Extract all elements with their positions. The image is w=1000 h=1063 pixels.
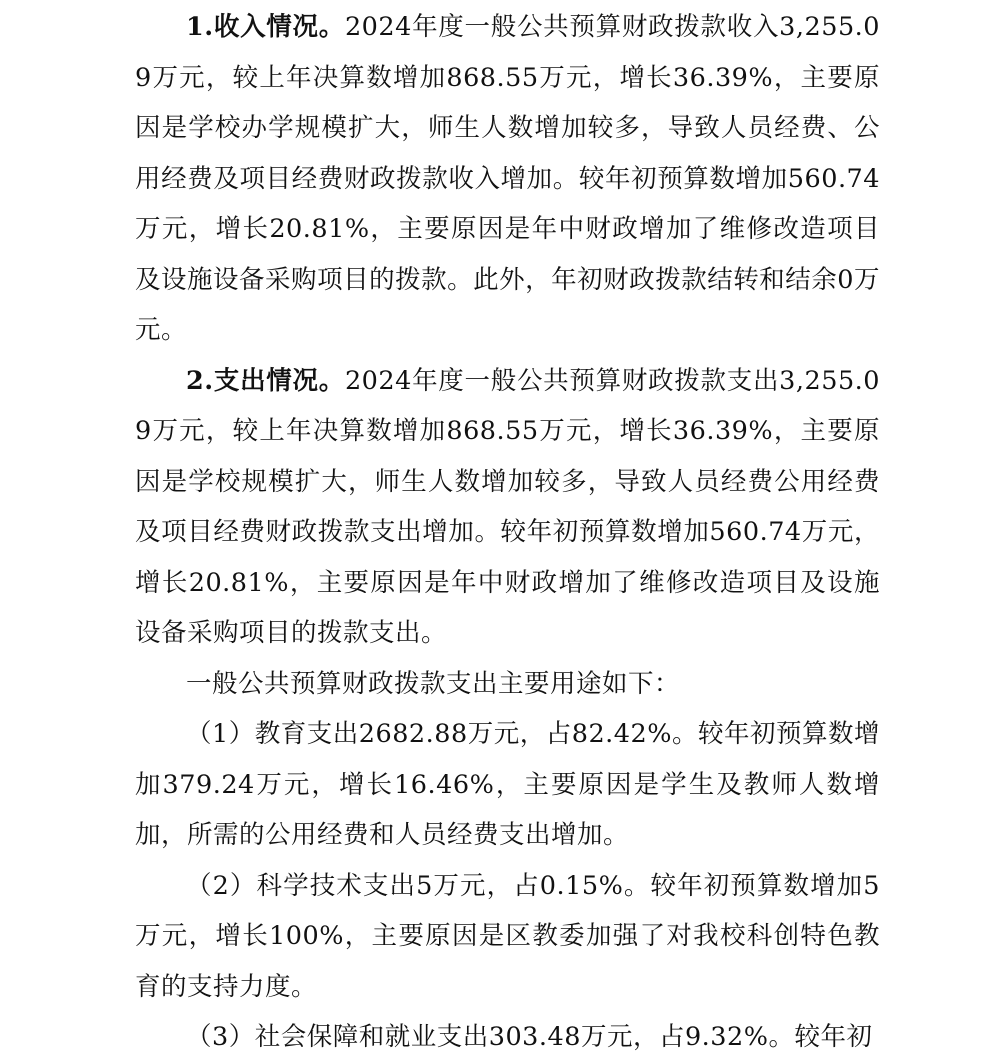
education-text: （1）教育支出2682.88万元，占82.42%。较年初预算数增加379.24万元，增长16.46%，主要原因是学生及教师人数增加，所需的公用经费和人员经费支出增加。 xyxy=(135,719,880,850)
usage-intro-text: 一般公共预算财政拨款支出主要用途如下： xyxy=(186,668,681,699)
income-text: 2024年度一般公共预算财政拨款收入3,255.09万元，较上年决算数增加868.55万元，增长36.39%，主要原因是学校办学规模扩大，师生人数增加较多，导致人员经费、公用经费及项目经费财政拨款收入增加。较年初预算数增加560.74万元，增长20.81%，主要原因是年中财政增加了维修改造项目及设施设备采购项目的拨款。此外，年初财政拨款结转和结余0万元。 xyxy=(135,12,880,345)
education-paragraph xyxy=(135,709,880,861)
science-paragraph xyxy=(135,861,880,1013)
social-security-paragraph xyxy=(135,1012,880,1063)
social-security-text: （3）社会保障和就业支出303.48万元，占9.32%。较年初 xyxy=(186,1022,873,1052)
expenditure-text: 2024年度一般公共预算财政拨款支出3,255.09万元，较上年决算数增加868.55万元，增长36.39%，主要原因是学校规模扩大，师生人数增加较多，导致人员经费公用经费及项目经费财政拨款支出增加。较年初预算数增加560.74万元，增长20.81%，主要原因是年中财政增加了维修改造项目及设施设备采购项目的拨款支出。 xyxy=(135,365,880,648)
document-body xyxy=(135,2,880,1063)
usage-intro-paragraph xyxy=(135,659,880,710)
science-text: （2）科学技术支出5万元，占0.15%。较年初预算数增加5万元，增长100%，主要原因是区教委加强了对我校科创特色教育的支持力度。 xyxy=(135,870,880,1002)
expenditure-paragraph xyxy=(135,356,880,659)
income-paragraph xyxy=(135,2,880,356)
expenditure-heading: 2.支出情况。 xyxy=(186,365,345,396)
income-heading: 1.收入情况。 xyxy=(186,12,345,42)
